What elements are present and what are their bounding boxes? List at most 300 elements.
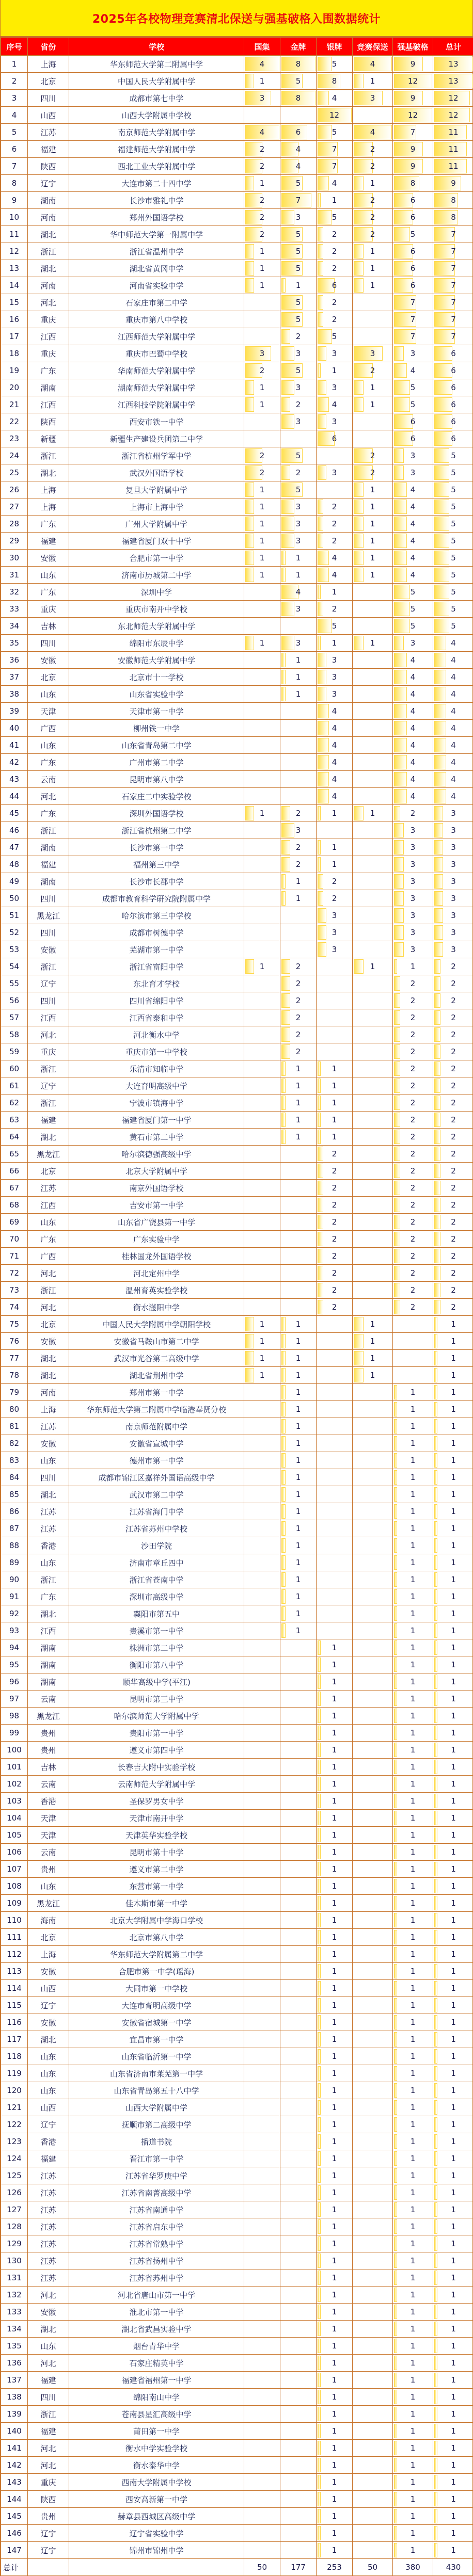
cell-province[interactable]: 重庆 <box>28 1043 69 1060</box>
cell-school[interactable]: 石家庄精英中学 <box>69 2355 244 2372</box>
cell-no[interactable]: 10 <box>1 209 28 226</box>
cell-gold[interactable] <box>280 2474 317 2491</box>
cell-total[interactable] <box>433 2269 473 2287</box>
cell-silver[interactable] <box>317 533 353 550</box>
cell-total[interactable] <box>433 379 473 396</box>
cell-national-team[interactable] <box>244 1520 280 1537</box>
cell-qiangji[interactable] <box>393 1912 433 1929</box>
cell-school[interactable]: 石家庄市第二中学 <box>69 294 244 311</box>
cell-province[interactable]: 山东 <box>28 567 69 584</box>
table-row[interactable] <box>1 158 473 175</box>
table-row[interactable] <box>1 1265 473 1282</box>
cell-gold[interactable] <box>280 1214 317 1231</box>
cell-national-team[interactable] <box>244 907 280 924</box>
cell-gold[interactable] <box>280 1503 317 1520</box>
cell-silver[interactable] <box>317 2235 353 2252</box>
cell-national-team[interactable] <box>244 1759 280 1776</box>
cell-province[interactable]: 江西 <box>28 396 69 413</box>
cell-province[interactable]: 湖北 <box>28 2321 69 2338</box>
cell-qiangji[interactable] <box>393 1299 433 1316</box>
cell-school[interactable]: 湖北省黄冈中学 <box>69 260 244 277</box>
cell-baosong[interactable] <box>353 56 393 73</box>
cell-baosong[interactable] <box>353 839 393 856</box>
table-row[interactable] <box>1 890 473 907</box>
cell-province[interactable]: 四川 <box>28 992 69 1009</box>
cell-baosong[interactable] <box>353 2116 393 2133</box>
cell-qiangji[interactable] <box>393 277 433 294</box>
cell-school[interactable]: 浙江省杭州第二中学 <box>69 822 244 839</box>
table-row[interactable] <box>1 720 473 737</box>
cell-no[interactable]: 11 <box>1 226 28 243</box>
cell-province[interactable]: 辽宁 <box>28 1077 69 1094</box>
cell-national-team[interactable] <box>244 192 280 209</box>
cell-baosong[interactable] <box>353 464 393 481</box>
cell-gold[interactable] <box>280 2423 317 2440</box>
table-row[interactable] <box>1 2321 473 2338</box>
cell-school[interactable]: 广州市第二中学 <box>69 754 244 771</box>
cell-school[interactable]: 吉安市第一中学 <box>69 1197 244 1214</box>
cell-total[interactable] <box>433 1980 473 1997</box>
table-row[interactable] <box>1 567 473 584</box>
cell-baosong[interactable] <box>353 2287 393 2304</box>
cell-silver[interactable] <box>317 567 353 584</box>
cell-silver[interactable] <box>317 1248 353 1265</box>
col-header-silver[interactable]: 银牌 <box>317 38 353 56</box>
cell-total[interactable] <box>433 396 473 413</box>
cell-province[interactable]: 陕西 <box>28 158 69 175</box>
cell-gold[interactable] <box>280 1605 317 1622</box>
cell-baosong[interactable] <box>353 1708 393 1725</box>
cell-silver[interactable] <box>317 703 353 720</box>
cell-province[interactable]: 广东 <box>28 805 69 822</box>
table-row[interactable] <box>1 669 473 686</box>
cell-province[interactable]: 香港 <box>28 1537 69 1554</box>
cell-national-team[interactable] <box>244 124 280 141</box>
cell-gold[interactable] <box>280 141 317 158</box>
cell-qiangji[interactable] <box>393 2372 433 2389</box>
cell-qiangji[interactable] <box>393 1009 433 1026</box>
cell-qiangji[interactable] <box>393 73 433 90</box>
cell-baosong[interactable] <box>353 1350 393 1367</box>
cell-gold[interactable] <box>280 1180 317 1197</box>
cell-no[interactable]: 94 <box>1 1639 28 1656</box>
cell-baosong[interactable] <box>353 584 393 601</box>
cell-province[interactable]: 云南 <box>28 1776 69 1793</box>
cell-qiangji[interactable] <box>393 635 433 652</box>
cell-baosong[interactable] <box>353 516 393 533</box>
cell-national-team[interactable] <box>244 1112 280 1129</box>
cell-no[interactable]: 84 <box>1 1469 28 1486</box>
cell-national-team[interactable] <box>244 1963 280 1980</box>
cell-province[interactable]: 上海 <box>28 1946 69 1963</box>
cell-no[interactable]: 138 <box>1 2389 28 2406</box>
cell-province[interactable]: 四川 <box>28 2389 69 2406</box>
cell-baosong[interactable] <box>353 2167 393 2184</box>
cell-school[interactable]: 华中师范大学第一附属中学 <box>69 226 244 243</box>
cell-qiangji[interactable] <box>393 924 433 941</box>
cell-baosong[interactable] <box>353 958 393 975</box>
cell-baosong[interactable] <box>353 1163 393 1180</box>
cell-national-team[interactable] <box>244 1673 280 1691</box>
cell-gold[interactable] <box>280 2525 317 2542</box>
cell-province[interactable]: 江苏 <box>28 2235 69 2252</box>
cell-qiangji[interactable] <box>393 788 433 805</box>
cell-no[interactable]: 103 <box>1 1793 28 1810</box>
cell-baosong[interactable] <box>353 907 393 924</box>
cell-total[interactable] <box>433 1333 473 1350</box>
cell-silver[interactable] <box>317 720 353 737</box>
cell-silver[interactable] <box>317 618 353 635</box>
cell-baosong[interactable] <box>353 498 393 516</box>
cell-silver[interactable] <box>317 2099 353 2116</box>
cell-baosong[interactable] <box>353 1963 393 1980</box>
cell-baosong[interactable] <box>353 2150 393 2167</box>
cell-total[interactable] <box>433 1043 473 1060</box>
cell-baosong[interactable] <box>353 1997 393 2014</box>
cell-baosong[interactable] <box>353 1418 393 1435</box>
cell-total[interactable] <box>433 669 473 686</box>
cell-province[interactable]: 湖南 <box>28 1673 69 1691</box>
cell-national-team[interactable] <box>244 856 280 873</box>
cell-silver[interactable] <box>317 873 353 890</box>
cell-total[interactable] <box>433 550 473 567</box>
cell-baosong[interactable] <box>353 90 393 107</box>
cell-gold[interactable] <box>280 1350 317 1367</box>
table-row[interactable] <box>1 1299 473 1316</box>
cell-no[interactable]: 114 <box>1 1980 28 1997</box>
cell-gold[interactable] <box>280 2372 317 2389</box>
table-row[interactable] <box>1 141 473 158</box>
cell-province[interactable]: 河北 <box>28 1026 69 1043</box>
cell-no[interactable]: 75 <box>1 1316 28 1333</box>
table-row[interactable] <box>1 498 473 516</box>
cell-total[interactable] <box>433 2338 473 2355</box>
cell-qiangji[interactable] <box>393 2133 433 2150</box>
table-row[interactable] <box>1 1946 473 1963</box>
cell-silver[interactable] <box>317 1571 353 1588</box>
cell-total[interactable] <box>433 430 473 447</box>
cell-province[interactable]: 四川 <box>28 90 69 107</box>
cell-school[interactable]: 山东省青岛第五十八中学 <box>69 2082 244 2099</box>
cell-national-team[interactable] <box>244 311 280 328</box>
cell-national-team[interactable] <box>244 703 280 720</box>
cell-gold[interactable] <box>280 1418 317 1435</box>
cell-national-team[interactable] <box>244 209 280 226</box>
cell-qiangji[interactable] <box>393 720 433 737</box>
cell-baosong[interactable] <box>353 1554 393 1571</box>
cell-province[interactable]: 河南 <box>28 209 69 226</box>
cell-total[interactable] <box>433 311 473 328</box>
cell-silver[interactable] <box>317 2150 353 2167</box>
cell-qiangji[interactable] <box>393 1026 433 1043</box>
table-row[interactable] <box>1 1639 473 1656</box>
table-row[interactable] <box>1 1452 473 1469</box>
cell-no[interactable]: 51 <box>1 907 28 924</box>
cell-total[interactable] <box>433 1742 473 1759</box>
table-row[interactable] <box>1 618 473 635</box>
cell-silver[interactable] <box>317 1520 353 1537</box>
cell-baosong[interactable] <box>353 1231 393 1248</box>
cell-baosong[interactable] <box>353 175 393 192</box>
cell-no[interactable]: 8 <box>1 175 28 192</box>
cell-gold[interactable] <box>280 1333 317 1350</box>
cell-baosong[interactable] <box>353 1759 393 1776</box>
cell-silver[interactable] <box>317 1622 353 1639</box>
cell-national-team[interactable] <box>244 839 280 856</box>
cell-gold[interactable] <box>280 481 317 498</box>
cell-no[interactable]: 4 <box>1 107 28 124</box>
cell-qiangji[interactable] <box>393 294 433 311</box>
cell-national-team[interactable] <box>244 2304 280 2321</box>
cell-gold[interactable] <box>280 822 317 839</box>
cell-baosong[interactable] <box>353 1844 393 1861</box>
cell-qiangji[interactable] <box>393 1367 433 1384</box>
table-row[interactable] <box>1 873 473 890</box>
cell-national-team[interactable] <box>244 1094 280 1112</box>
cell-gold[interactable] <box>280 1248 317 1265</box>
cell-qiangji[interactable] <box>393 2321 433 2338</box>
cell-baosong[interactable] <box>353 447 393 464</box>
cell-school[interactable]: 湖北省武昌实验中学 <box>69 2321 244 2338</box>
table-row[interactable] <box>1 1776 473 1793</box>
table-row[interactable] <box>1 2542 473 2559</box>
cell-school[interactable]: 襄阳市第五中 <box>69 1605 244 1622</box>
cell-no[interactable]: 7 <box>1 158 28 175</box>
cell-silver[interactable] <box>317 73 353 90</box>
cell-baosong[interactable] <box>353 73 393 90</box>
cell-total[interactable] <box>433 90 473 107</box>
cell-school[interactable]: 上海市上海中学 <box>69 498 244 516</box>
cell-silver[interactable] <box>317 975 353 992</box>
table-row[interactable] <box>1 516 473 533</box>
cell-silver[interactable] <box>317 822 353 839</box>
table-row[interactable] <box>1 90 473 107</box>
table-row[interactable] <box>1 481 473 498</box>
cell-national-team[interactable] <box>244 141 280 158</box>
cell-baosong[interactable] <box>353 1452 393 1469</box>
cell-qiangji[interactable] <box>393 311 433 328</box>
cell-national-team[interactable] <box>244 1639 280 1656</box>
cell-province[interactable]: 湖北 <box>28 226 69 243</box>
cell-no[interactable]: 6 <box>1 141 28 158</box>
cell-total[interactable] <box>433 1861 473 1878</box>
cell-qiangji[interactable] <box>393 1112 433 1129</box>
cell-no[interactable]: 104 <box>1 1810 28 1827</box>
cell-province[interactable]: 河北 <box>28 2287 69 2304</box>
cell-school[interactable]: 中国人民大学附属中学 <box>69 73 244 90</box>
cell-baosong[interactable] <box>353 2423 393 2440</box>
cell-total[interactable] <box>433 1963 473 1980</box>
cell-gold[interactable] <box>280 1265 317 1282</box>
cell-gold[interactable] <box>280 1742 317 1759</box>
col-header-national-team[interactable]: 国集 <box>244 38 280 56</box>
cell-total[interactable] <box>433 1094 473 1112</box>
cell-gold[interactable] <box>280 1009 317 1026</box>
cell-total[interactable] <box>433 737 473 754</box>
cell-silver[interactable] <box>317 1197 353 1214</box>
cell-province[interactable]: 浙江 <box>28 1094 69 1112</box>
cell-qiangji[interactable] <box>393 1997 433 2014</box>
cell-baosong[interactable] <box>353 2474 393 2491</box>
cell-qiangji[interactable] <box>393 192 433 209</box>
table-row[interactable] <box>1 260 473 277</box>
cell-total[interactable] <box>433 481 473 498</box>
cell-school[interactable]: 河北定州中学 <box>69 1265 244 1282</box>
cell-school[interactable]: 西安市铁一中学 <box>69 413 244 430</box>
cell-baosong[interactable] <box>353 1384 393 1401</box>
table-row[interactable] <box>1 1435 473 1452</box>
cell-national-team[interactable] <box>244 1861 280 1878</box>
cell-silver[interactable] <box>317 1367 353 1384</box>
cell-school[interactable]: 遵义市第二中学 <box>69 1861 244 1878</box>
table-row[interactable] <box>1 1248 473 1265</box>
cell-no[interactable]: 120 <box>1 2082 28 2099</box>
cell-school[interactable]: 天津市南开中学 <box>69 1810 244 1827</box>
cell-total[interactable] <box>433 1622 473 1639</box>
cell-qiangji[interactable] <box>393 2014 433 2031</box>
cell-no[interactable]: 146 <box>1 2525 28 2542</box>
cell-qiangji[interactable] <box>393 1350 433 1367</box>
cell-province[interactable]: 河南 <box>28 277 69 294</box>
cell-national-team[interactable] <box>244 2184 280 2201</box>
cell-no[interactable]: 55 <box>1 975 28 992</box>
cell-no[interactable]: 85 <box>1 1486 28 1503</box>
cell-no[interactable]: 48 <box>1 856 28 873</box>
cell-school[interactable]: 西安高新第一中学 <box>69 2491 244 2508</box>
cell-province[interactable]: 浙江 <box>28 243 69 260</box>
table-row[interactable] <box>1 2508 473 2525</box>
cell-province[interactable]: 安徽 <box>28 1963 69 1980</box>
cell-gold[interactable] <box>280 413 317 430</box>
cell-qiangji[interactable] <box>393 2457 433 2474</box>
cell-school[interactable]: 贵溪市第一中学 <box>69 1622 244 1639</box>
cell-qiangji[interactable] <box>393 2099 433 2116</box>
cell-province[interactable]: 浙江 <box>28 1571 69 1588</box>
cell-national-team[interactable] <box>244 1043 280 1060</box>
cell-school[interactable]: 福建省厦门双十中学 <box>69 533 244 550</box>
cell-national-team[interactable] <box>244 1435 280 1452</box>
cell-silver[interactable] <box>317 1401 353 1418</box>
cell-province[interactable]: 四川 <box>28 1469 69 1486</box>
cell-gold[interactable] <box>280 1452 317 1469</box>
cell-school[interactable]: 合肥市第一中学 <box>69 550 244 567</box>
cell-national-team[interactable] <box>244 1895 280 1912</box>
cell-province[interactable]: 山东 <box>28 2065 69 2082</box>
cell-qiangji[interactable] <box>393 2287 433 2304</box>
cell-no[interactable]: 107 <box>1 1861 28 1878</box>
cell-national-team[interactable] <box>244 584 280 601</box>
cell-total[interactable] <box>433 2150 473 2167</box>
cell-province[interactable]: 福建 <box>28 533 69 550</box>
cell-no[interactable]: 24 <box>1 447 28 464</box>
cell-national-team[interactable] <box>244 516 280 533</box>
table-row[interactable] <box>1 1026 473 1043</box>
cell-no[interactable]: 39 <box>1 703 28 720</box>
cell-province[interactable]: 湖南 <box>28 1656 69 1673</box>
table-row[interactable] <box>1 1520 473 1537</box>
col-header-no[interactable]: 序号 <box>1 38 28 56</box>
table-row[interactable] <box>1 1214 473 1231</box>
cell-total[interactable] <box>433 498 473 516</box>
cell-province[interactable]: 贵州 <box>28 1861 69 1878</box>
cell-qiangji[interactable] <box>393 1384 433 1401</box>
cell-national-team[interactable] <box>244 1776 280 1793</box>
cell-school[interactable]: 广州大学附属中学 <box>69 516 244 533</box>
cell-total[interactable] <box>433 1656 473 1673</box>
cell-qiangji[interactable] <box>393 1810 433 1827</box>
cell-province[interactable]: 福建 <box>28 856 69 873</box>
cell-school[interactable]: 西北工业大学附属中学 <box>69 158 244 175</box>
cell-baosong[interactable] <box>353 941 393 958</box>
table-row[interactable] <box>1 107 473 124</box>
cell-no[interactable]: 142 <box>1 2457 28 2474</box>
cell-no[interactable]: 23 <box>1 430 28 447</box>
cell-national-team[interactable] <box>244 2457 280 2474</box>
cell-school[interactable]: 江苏省南菁高级中学 <box>69 2184 244 2201</box>
table-row[interactable] <box>1 2269 473 2287</box>
cell-baosong[interactable] <box>353 1486 393 1503</box>
table-row[interactable] <box>1 550 473 567</box>
cell-gold[interactable] <box>280 2167 317 2184</box>
col-header-baosong[interactable]: 竞赛保送 <box>353 38 393 56</box>
cell-qiangji[interactable] <box>393 396 433 413</box>
cell-national-team[interactable] <box>244 294 280 311</box>
cell-no[interactable]: 83 <box>1 1452 28 1469</box>
cell-silver[interactable] <box>317 1503 353 1520</box>
cell-national-team[interactable] <box>244 822 280 839</box>
cell-qiangji[interactable] <box>393 1401 433 1418</box>
cell-school[interactable]: 佳木斯市第一中学 <box>69 1895 244 1912</box>
cell-province[interactable]: 江苏 <box>28 2252 69 2269</box>
cell-province[interactable]: 江苏 <box>28 1418 69 1435</box>
cell-national-team[interactable] <box>244 805 280 822</box>
cell-total[interactable] <box>433 873 473 890</box>
cell-gold[interactable] <box>280 430 317 447</box>
cell-silver[interactable] <box>317 192 353 209</box>
cell-qiangji[interactable] <box>393 737 433 754</box>
cell-school[interactable]: 山东省济南市莱芜第一中学 <box>69 2065 244 2082</box>
cell-baosong[interactable] <box>353 618 393 635</box>
cell-national-team[interactable] <box>244 618 280 635</box>
cell-province[interactable]: 河北 <box>28 788 69 805</box>
cell-school[interactable]: 福州第三中学 <box>69 856 244 873</box>
cell-gold[interactable] <box>280 1980 317 1997</box>
cell-no[interactable]: 44 <box>1 788 28 805</box>
cell-silver[interactable] <box>317 550 353 567</box>
cell-no[interactable]: 93 <box>1 1622 28 1639</box>
cell-silver[interactable] <box>317 2321 353 2338</box>
table-row[interactable] <box>1 1844 473 1861</box>
cell-baosong[interactable] <box>353 2508 393 2525</box>
cell-baosong[interactable] <box>353 209 393 226</box>
cell-total[interactable] <box>433 839 473 856</box>
table-row[interactable] <box>1 1708 473 1725</box>
cell-gold[interactable] <box>280 2338 317 2355</box>
cell-national-team[interactable] <box>244 2065 280 2082</box>
cell-national-team[interactable] <box>244 2372 280 2389</box>
cell-national-team[interactable] <box>244 1026 280 1043</box>
cell-gold[interactable] <box>280 73 317 90</box>
cell-no[interactable]: 121 <box>1 2099 28 2116</box>
cell-silver[interactable] <box>317 1009 353 1026</box>
table-row[interactable] <box>1 788 473 805</box>
table-row[interactable] <box>1 1673 473 1691</box>
cell-silver[interactable] <box>317 584 353 601</box>
cell-silver[interactable] <box>317 2440 353 2457</box>
cell-silver[interactable] <box>317 737 353 754</box>
cell-no[interactable]: 118 <box>1 2048 28 2065</box>
cell-total[interactable] <box>433 2542 473 2559</box>
